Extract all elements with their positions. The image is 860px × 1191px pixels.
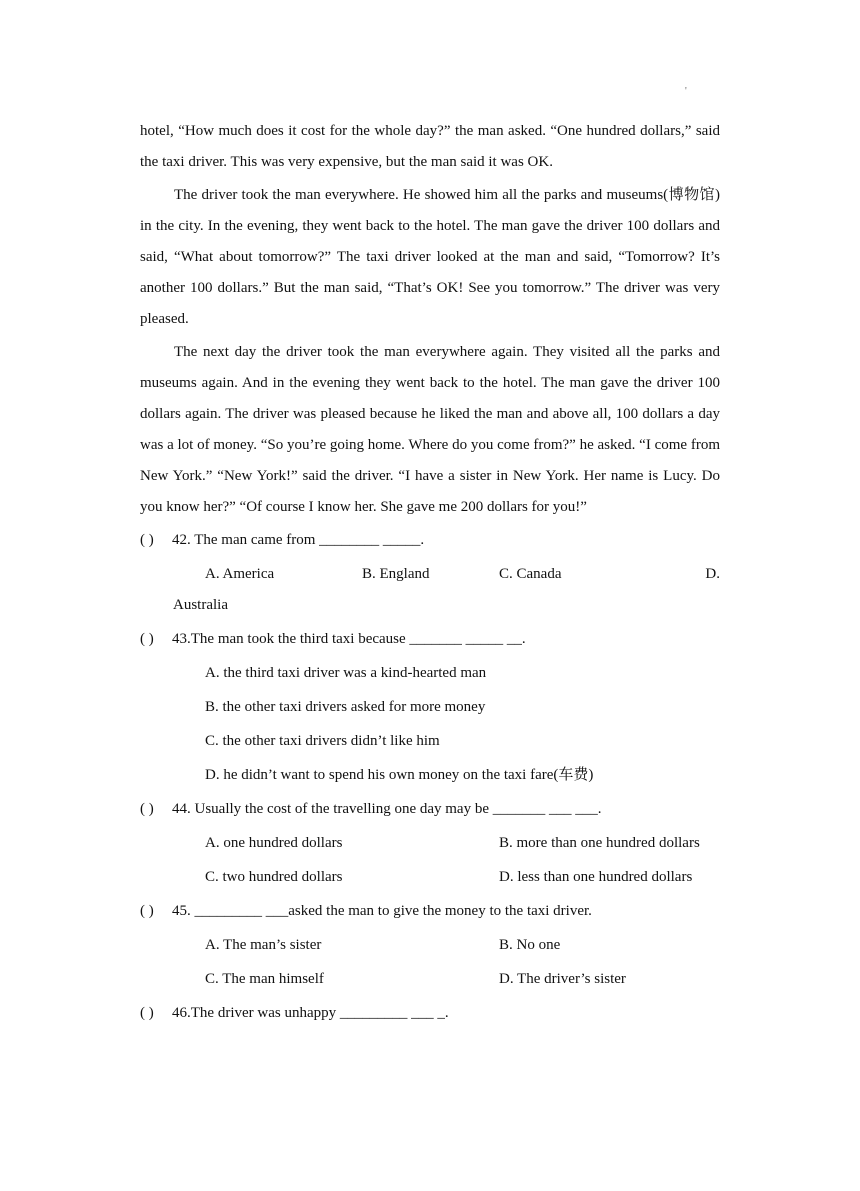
question-44-options-row-2: [140, 862, 720, 893]
option-a[interactable]: A. the third taxi driver was a kind-hearted man: [205, 665, 487, 681]
page-mark: ': [685, 86, 687, 97]
question-stem: 42. The man came from ________ _____.: [172, 532, 425, 548]
answer-blank[interactable]: ( ): [140, 631, 154, 647]
option-d[interactable]: D. he didn’t want to spend his own money on the taxi fare(车费): [205, 767, 594, 783]
option-d-wrap: Australia: [173, 597, 228, 613]
question-45: [140, 896, 720, 927]
option-c[interactable]: C. two hundred dollars: [205, 869, 343, 885]
option-c[interactable]: C. the other taxi drivers didn’t like him: [205, 733, 440, 749]
question-stem: 44. Usually the cost of the travelling one day may be _______ ___ ___.: [172, 801, 602, 817]
option-d[interactable]: D. The driver’s sister: [499, 971, 626, 987]
option-a[interactable]: A. The man’s sister: [205, 937, 322, 953]
option-c[interactable]: C. The man himself: [205, 971, 324, 987]
option-b[interactable]: B. more than one hundred dollars: [499, 835, 700, 851]
option-c[interactable]: C. Canada: [499, 566, 562, 582]
question-45-options-row-1: [140, 930, 720, 961]
question-stem: 43.The man took the third taxi because _______ _____ __.: [172, 631, 526, 647]
option-a[interactable]: A. America: [205, 566, 275, 582]
option-d[interactable]: D.: [705, 566, 720, 582]
question-stem: 45. _________ ___asked the man to give the money to the taxi driver.: [172, 903, 592, 919]
passage-paragraph-2: The driver took the man everywhere. He showed him all the parks and museums(博物馆) in the city. In the evening, they went back to the hotel. The man gave the driver 100 dollars and said, “What about tomorrow?” The taxi driver looked at the man and said, “Tomorrow? It’s another 100 dollars.” But the man said, “That’s OK! See you tomorrow.” The driver was very pleased.: [140, 187, 720, 327]
option-a[interactable]: A. one hundred dollars: [205, 835, 343, 851]
question-44-options-row-1: [140, 828, 720, 859]
option-b[interactable]: B. the other taxi drivers asked for more money: [205, 699, 486, 715]
answer-blank[interactable]: ( ): [140, 1005, 154, 1021]
question-42-options: [140, 559, 720, 621]
question-42: [140, 525, 720, 556]
question-stem: 46.The driver was unhappy _________ ___ _.: [172, 1005, 449, 1021]
option-d[interactable]: D. less than one hundred dollars: [499, 869, 693, 885]
question-43: [140, 624, 720, 655]
answer-blank[interactable]: ( ): [140, 532, 154, 548]
passage-paragraph-1: hotel, “How much does it cost for the whole day?” the man asked. “One hundred dollars,” said the taxi driver. This was very expensive, but the man said it was OK.: [140, 123, 720, 170]
question-45-options-row-2: [140, 964, 720, 995]
passage-paragraph-3: The next day the driver took the man everywhere again. They visited all the parks and museums again. And in the evening they went back to the hotel. The man gave the driver 100 dollars again. The driver was pleased because he liked the man and above all, 100 dollars a day was a lot of money. “So you’re going home. Where do you come from?” he asked. “I come from New York.” “New York!” said the driver. “I have a sister in New York. Her name is Lucy. Do you know her?” “Of course I know her. She gave me 200 dollars for you!”: [140, 344, 720, 515]
answer-blank[interactable]: ( ): [140, 903, 154, 919]
reading-content: [140, 116, 720, 1032]
question-46: [140, 998, 720, 1029]
answer-blank[interactable]: ( ): [140, 801, 154, 817]
question-44: [140, 794, 720, 825]
option-b[interactable]: B. England: [362, 566, 430, 582]
option-b[interactable]: B. No one: [499, 937, 561, 953]
